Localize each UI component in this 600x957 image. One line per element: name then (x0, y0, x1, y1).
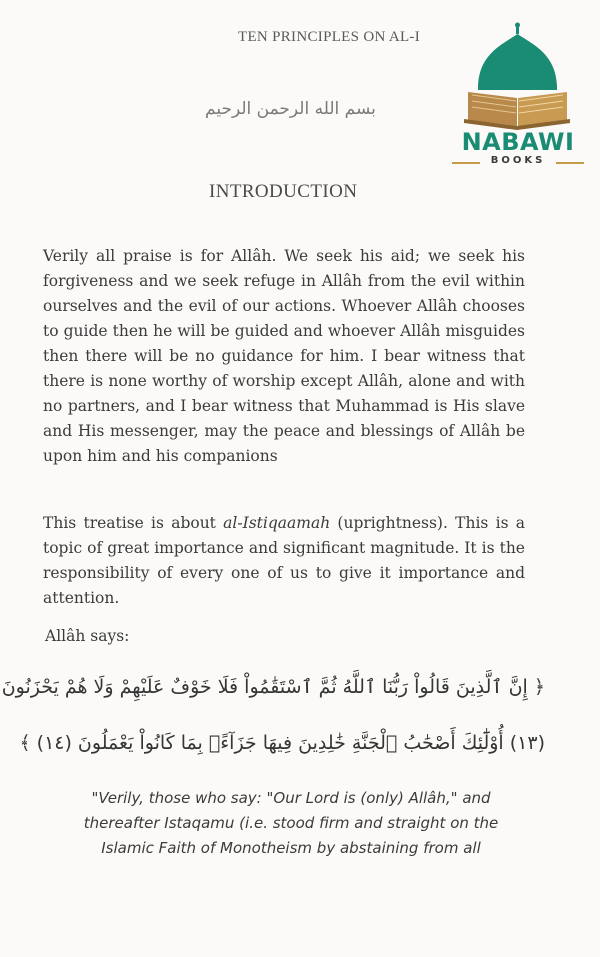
treatise-text-start: This treatise is about (43, 514, 224, 532)
paragraph-praise: Verily all praise is for Allâh. We seek his aid; we seek his forgiveness and we seek refuge in Allâh from the evil within ourselves and the evil of our actions. Whoever Allâh chooses to guide then he will be guided and whoever Allâh misguides then there will be no guidance for him. I bear witness that there is none worthy of worship except Allâh, alone and with no partners, and I bear witness that Muhammad is His slave and His messenger, may the peace and blessings of Allâh be upon him and his companions (43, 247, 525, 465)
logo-subtitle: BOOKS (490, 155, 546, 166)
section-heading: INTRODUCTION (209, 181, 358, 202)
mosque-book-icon (448, 22, 588, 132)
quran-verse-line-2: (١٣) أُوْلَٰٓئِكَ أَصْحَٰبُ ٱلْجَنَّةِ خَٰلِدِينَ فِيهَا جَزَآءًۢ بِمَا كَانُواْ يَعْمَلُونَ (١٤) ﴾ (19, 732, 545, 754)
quran-verse-line-1: ﴿ إِنَّ ٱلَّذِينَ قَالُواْ رَبُّنَا ٱللَّهُ ثُمَّ ٱسْتَقَٰمُواْ فَلَا خَوْفٌ عَلَيْهِمْ وَلَا هُمْ يَحْزَنُونَ (1, 676, 545, 698)
verse-translation (50, 786, 532, 861)
translation-line-1: "Verily, those who say: "Our Lord is (only) Allâh," and (91, 789, 491, 807)
running-header: TEN PRINCIPLES ON AL-I (238, 29, 421, 45)
istiqaamah-term: al-Istiqaamah (223, 514, 331, 532)
allah-says-label: Allâh says: (45, 627, 130, 645)
logo-title: NABAWI (461, 128, 575, 156)
logo-divider-right (556, 162, 584, 164)
publisher-logo (448, 22, 588, 172)
translation-line-3: Islamic Faith of Monotheism by abstaining from all (101, 839, 481, 857)
translation-line-2: thereafter Istaqamu (i.e. stood firm and straight on the (83, 814, 499, 832)
treatise-text-end: (uprightness). This is a topic of great importance and significant magnitude. It is the responsibility of every one of us to give it importance and attention. (43, 514, 525, 607)
basmala: بسم الله الرحمن الرحيم (205, 99, 376, 119)
paragraph-treatise (43, 511, 525, 611)
